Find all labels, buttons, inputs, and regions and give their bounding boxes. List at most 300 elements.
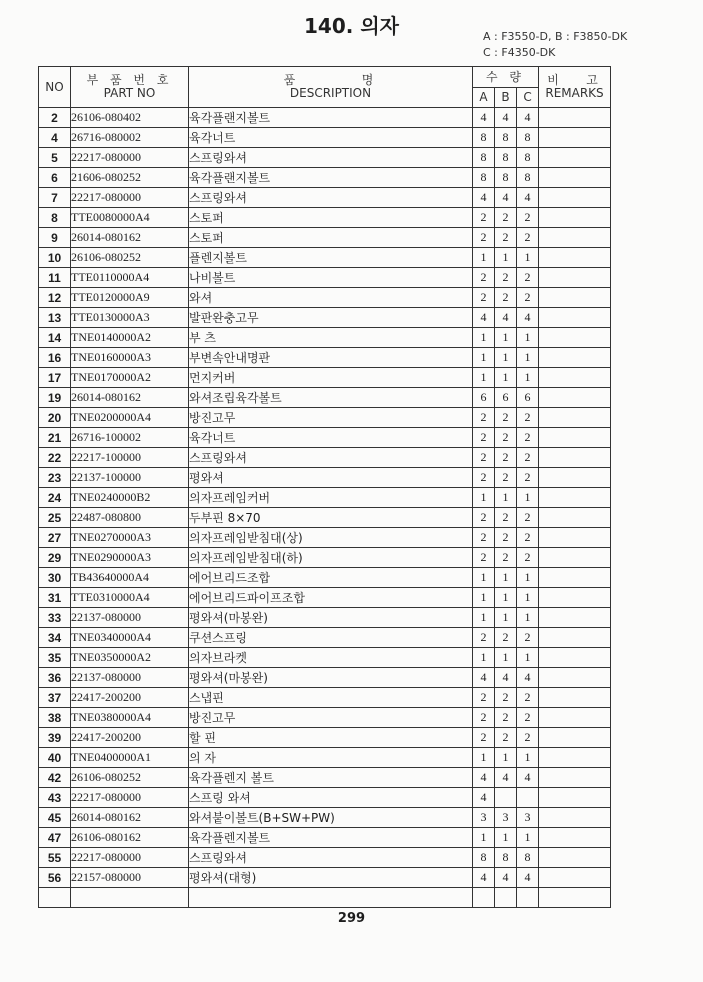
- qty-b: 4: [495, 768, 517, 788]
- description: 스토퍼: [189, 208, 473, 228]
- qty-b: 8: [495, 128, 517, 148]
- qty-a: 4: [473, 868, 495, 888]
- qty-b: 1: [495, 828, 517, 848]
- table-row: [39, 628, 611, 648]
- table-row: [39, 868, 611, 888]
- page-title: 140. 의자: [304, 14, 399, 38]
- part-number: 22157-080000: [71, 868, 189, 888]
- qty-a: 4: [473, 788, 495, 808]
- item-number: 10: [39, 248, 71, 268]
- description: 와셔: [189, 288, 473, 308]
- item-number: 56: [39, 868, 71, 888]
- remarks: [539, 308, 611, 328]
- qty-b: 3: [495, 808, 517, 828]
- qty-c: 8: [517, 848, 539, 868]
- table-row: [39, 768, 611, 788]
- item-number: 13: [39, 308, 71, 328]
- item-number: 16: [39, 348, 71, 368]
- part-number: TNE0290000A3: [71, 548, 189, 568]
- part-number: 22137-080000: [71, 668, 189, 688]
- table-row: [39, 108, 611, 128]
- qty-c: 8: [517, 148, 539, 168]
- empty-cell: [517, 888, 539, 908]
- item-number: 8: [39, 208, 71, 228]
- description: 평와셔: [189, 468, 473, 488]
- remarks: [539, 768, 611, 788]
- qty-b: 4: [495, 308, 517, 328]
- item-number: 29: [39, 548, 71, 568]
- description: 쿠션스프링: [189, 628, 473, 648]
- qty-a: 2: [473, 268, 495, 288]
- item-number: 5: [39, 148, 71, 168]
- table-row: [39, 688, 611, 708]
- qty-b: 1: [495, 348, 517, 368]
- remarks: [539, 408, 611, 428]
- description: 육각플랜지볼트: [189, 168, 473, 188]
- description: 스냅핀: [189, 688, 473, 708]
- qty-a: 8: [473, 128, 495, 148]
- description: 스프링와셔: [189, 188, 473, 208]
- table-row: [39, 588, 611, 608]
- qty-b: [495, 788, 517, 808]
- header-quantity: [473, 67, 539, 88]
- item-number: 19: [39, 388, 71, 408]
- qty-c: 1: [517, 368, 539, 388]
- description: 육각너트: [189, 128, 473, 148]
- table-row: [39, 288, 611, 308]
- item-number: 17: [39, 368, 71, 388]
- header-qty-ko: 수 량: [486, 69, 525, 84]
- table-row: [39, 788, 611, 808]
- table-row: [39, 368, 611, 388]
- qty-c: [517, 788, 539, 808]
- part-number: TNE0240000B2: [71, 488, 189, 508]
- qty-c: 2: [517, 708, 539, 728]
- qty-b: 1: [495, 368, 517, 388]
- item-number: 7: [39, 188, 71, 208]
- part-number: 26106-080252: [71, 248, 189, 268]
- qty-a: 8: [473, 848, 495, 868]
- qty-c: 1: [517, 588, 539, 608]
- part-number: TNE0140000A2: [71, 328, 189, 348]
- remarks: [539, 728, 611, 748]
- qty-c: 4: [517, 108, 539, 128]
- qty-b: 1: [495, 328, 517, 348]
- table-row: [39, 828, 611, 848]
- qty-b: 2: [495, 408, 517, 428]
- remarks: [539, 868, 611, 888]
- qty-b: 4: [495, 668, 517, 688]
- qty-b: 2: [495, 508, 517, 528]
- header-rem-ko: 비 고: [547, 73, 602, 87]
- item-number: 34: [39, 628, 71, 648]
- description: 의자브라켓: [189, 648, 473, 668]
- part-number: 21606-080252: [71, 168, 189, 188]
- part-number: 22417-200200: [71, 728, 189, 748]
- description: 플렌지볼트: [189, 248, 473, 268]
- qty-a: 2: [473, 548, 495, 568]
- header-part-ko: 부 품 번 호: [86, 73, 173, 87]
- item-number: 36: [39, 668, 71, 688]
- table-row: [39, 268, 611, 288]
- qty-c: 2: [517, 548, 539, 568]
- part-number: 22217-080000: [71, 188, 189, 208]
- description: 부변속안내명판: [189, 348, 473, 368]
- item-number: 42: [39, 768, 71, 788]
- qty-a: 2: [473, 708, 495, 728]
- description: 의자프레임받침대(상): [189, 528, 473, 548]
- qty-b: 1: [495, 748, 517, 768]
- table-row: [39, 568, 611, 588]
- part-number: 22417-200200: [71, 688, 189, 708]
- header-qty-b: B: [495, 88, 517, 108]
- empty-cell: [71, 888, 189, 908]
- qty-b: 2: [495, 448, 517, 468]
- qty-c: 1: [517, 328, 539, 348]
- qty-c: 2: [517, 468, 539, 488]
- remarks: [539, 668, 611, 688]
- qty-c: 1: [517, 248, 539, 268]
- item-number: 20: [39, 408, 71, 428]
- description: 평와셔(마봉완): [189, 668, 473, 688]
- qty-c: 2: [517, 508, 539, 528]
- description: 의 자: [189, 748, 473, 768]
- remarks: [539, 808, 611, 828]
- remarks: [539, 128, 611, 148]
- table-row: [39, 388, 611, 408]
- part-number: TNE0270000A3: [71, 528, 189, 548]
- part-number: TTE0310000A4: [71, 588, 189, 608]
- item-number: 55: [39, 848, 71, 868]
- item-number: 14: [39, 328, 71, 348]
- part-number: 26106-080402: [71, 108, 189, 128]
- qty-c: 1: [517, 828, 539, 848]
- qty-c: 1: [517, 488, 539, 508]
- part-number: 26106-080162: [71, 828, 189, 848]
- description: 평와셔(마봉완): [189, 608, 473, 628]
- part-number: 26014-080162: [71, 388, 189, 408]
- table-row: [39, 608, 611, 628]
- table-row: [39, 208, 611, 228]
- qty-a: 8: [473, 148, 495, 168]
- remarks: [539, 508, 611, 528]
- qty-b: 2: [495, 708, 517, 728]
- qty-c: 2: [517, 528, 539, 548]
- item-number: 33: [39, 608, 71, 628]
- part-number: 26014-080162: [71, 808, 189, 828]
- header-no: NO: [39, 67, 71, 108]
- remarks: [539, 148, 611, 168]
- item-number: 30: [39, 568, 71, 588]
- qty-c: 1: [517, 648, 539, 668]
- header-part-no: [71, 67, 189, 108]
- description: 스프링 와셔: [189, 788, 473, 808]
- item-number: 12: [39, 288, 71, 308]
- table-row: [39, 328, 611, 348]
- description: 육각플렌지 볼트: [189, 768, 473, 788]
- qty-c: 2: [517, 428, 539, 448]
- description: 육각플랜지볼트: [189, 108, 473, 128]
- item-number: 43: [39, 788, 71, 808]
- qty-c: 3: [517, 808, 539, 828]
- qty-b: 1: [495, 588, 517, 608]
- remarks: [539, 248, 611, 268]
- qty-b: 2: [495, 428, 517, 448]
- part-number: 26716-100002: [71, 428, 189, 448]
- qty-a: 4: [473, 308, 495, 328]
- qty-c: 2: [517, 728, 539, 748]
- description: 발판완충고무: [189, 308, 473, 328]
- remarks: [539, 708, 611, 728]
- qty-c: 2: [517, 448, 539, 468]
- qty-c: 8: [517, 168, 539, 188]
- qty-c: 2: [517, 688, 539, 708]
- remarks: [539, 748, 611, 768]
- item-number: 22: [39, 448, 71, 468]
- empty-cell: [189, 888, 473, 908]
- parts-table-body: [39, 108, 611, 908]
- qty-c: 4: [517, 308, 539, 328]
- description: 의자프레임커버: [189, 488, 473, 508]
- item-number: 2: [39, 108, 71, 128]
- part-number: 26716-080002: [71, 128, 189, 148]
- qty-b: 6: [495, 388, 517, 408]
- header-remarks: [539, 67, 611, 108]
- description: 부 츠: [189, 328, 473, 348]
- remarks: [539, 328, 611, 348]
- remarks: [539, 548, 611, 568]
- qty-b: 2: [495, 288, 517, 308]
- part-number: TTE0110000A4: [71, 268, 189, 288]
- qty-a: 1: [473, 648, 495, 668]
- empty-cell: [495, 888, 517, 908]
- remarks: [539, 608, 611, 628]
- part-number: TNE0400000A1: [71, 748, 189, 768]
- qty-c: 8: [517, 128, 539, 148]
- part-number: 22217-080000: [71, 148, 189, 168]
- part-number: TTE0080000A4: [71, 208, 189, 228]
- remarks: [539, 528, 611, 548]
- qty-b: 2: [495, 548, 517, 568]
- item-number: 40: [39, 748, 71, 768]
- header-part-en: PART NO: [103, 86, 156, 100]
- part-number: TTE0130000A3: [71, 308, 189, 328]
- qty-c: 4: [517, 768, 539, 788]
- table-row: [39, 308, 611, 328]
- header-desc-en: DESCRIPTION: [289, 86, 372, 100]
- part-number: 22217-080000: [71, 848, 189, 868]
- item-number: 27: [39, 528, 71, 548]
- table-row: [39, 528, 611, 548]
- remarks: [539, 228, 611, 248]
- item-number: 6: [39, 168, 71, 188]
- remarks: [539, 788, 611, 808]
- description: 방진고무: [189, 408, 473, 428]
- qty-c: 2: [517, 208, 539, 228]
- qty-a: 1: [473, 748, 495, 768]
- qty-b: 2: [495, 228, 517, 248]
- qty-b: 8: [495, 168, 517, 188]
- qty-b: 2: [495, 628, 517, 648]
- table-row: [39, 148, 611, 168]
- part-number: 22217-080000: [71, 788, 189, 808]
- table-row: [39, 728, 611, 748]
- empty-cell: [473, 888, 495, 908]
- qty-a: 4: [473, 108, 495, 128]
- remarks: [539, 588, 611, 608]
- qty-b: 8: [495, 148, 517, 168]
- description: 육각플렌지볼트: [189, 828, 473, 848]
- qty-a: 8: [473, 168, 495, 188]
- header-desc-ko: 품 명: [283, 73, 378, 87]
- table-row: [39, 408, 611, 428]
- qty-a: 6: [473, 388, 495, 408]
- table-row: [39, 508, 611, 528]
- empty-cell: [39, 888, 71, 908]
- table-row: [39, 748, 611, 768]
- remarks: [539, 348, 611, 368]
- part-number: TB43640000A4: [71, 568, 189, 588]
- item-number: 9: [39, 228, 71, 248]
- item-number: 11: [39, 268, 71, 288]
- item-number: 45: [39, 808, 71, 828]
- qty-a: 4: [473, 188, 495, 208]
- model-legend: [483, 29, 627, 61]
- description: 방진고무: [189, 708, 473, 728]
- qty-b: 1: [495, 648, 517, 668]
- table-row: [39, 668, 611, 688]
- header-rem-en: REMARKS: [545, 86, 604, 100]
- table-row: [39, 248, 611, 268]
- qty-a: 2: [473, 288, 495, 308]
- description: 스프링와셔: [189, 148, 473, 168]
- page-number: 299: [337, 911, 366, 926]
- remarks: [539, 648, 611, 668]
- table-row: [39, 548, 611, 568]
- qty-a: 2: [473, 448, 495, 468]
- table-row: [39, 488, 611, 508]
- remarks: [539, 268, 611, 288]
- qty-a: 2: [473, 228, 495, 248]
- part-number: 22137-100000: [71, 468, 189, 488]
- qty-c: 4: [517, 188, 539, 208]
- remarks: [539, 568, 611, 588]
- part-number: TNE0160000A3: [71, 348, 189, 368]
- remarks: [539, 208, 611, 228]
- item-number: 25: [39, 508, 71, 528]
- qty-a: 2: [473, 528, 495, 548]
- part-number: TNE0380000A4: [71, 708, 189, 728]
- table-row: [39, 848, 611, 868]
- part-number: 22217-100000: [71, 448, 189, 468]
- description: 와셔조립육각볼트: [189, 388, 473, 408]
- qty-a: 2: [473, 688, 495, 708]
- description: 두부핀 8×70: [189, 508, 473, 528]
- remarks: [539, 488, 611, 508]
- item-number: 23: [39, 468, 71, 488]
- qty-a: 2: [473, 428, 495, 448]
- remarks: [539, 848, 611, 868]
- qty-b: 2: [495, 688, 517, 708]
- qty-a: 1: [473, 488, 495, 508]
- table-row: [39, 648, 611, 668]
- qty-b: 1: [495, 488, 517, 508]
- description: 스프링와셔: [189, 448, 473, 468]
- qty-b: 8: [495, 848, 517, 868]
- table-row: [39, 468, 611, 488]
- header-qty-c: C: [517, 88, 539, 108]
- remarks: [539, 188, 611, 208]
- qty-a: 2: [473, 468, 495, 488]
- remarks: [539, 448, 611, 468]
- part-number: TNE0350000A2: [71, 648, 189, 668]
- remarks: [539, 368, 611, 388]
- table-row: [39, 168, 611, 188]
- item-number: 38: [39, 708, 71, 728]
- description: 육각너트: [189, 428, 473, 448]
- table-row: [39, 808, 611, 828]
- description: 나비볼트: [189, 268, 473, 288]
- part-number: 26014-080162: [71, 228, 189, 248]
- qty-b: 2: [495, 728, 517, 748]
- qty-c: 1: [517, 568, 539, 588]
- item-number: 47: [39, 828, 71, 848]
- description: 평와셔(대형): [189, 868, 473, 888]
- remarks: [539, 688, 611, 708]
- table-row-empty: [39, 888, 611, 908]
- table-row: [39, 348, 611, 368]
- table-row: [39, 128, 611, 148]
- qty-b: 4: [495, 868, 517, 888]
- qty-a: 1: [473, 248, 495, 268]
- qty-a: 1: [473, 328, 495, 348]
- qty-c: 2: [517, 228, 539, 248]
- table-row: [39, 448, 611, 468]
- empty-cell: [539, 888, 611, 908]
- table-row: [39, 428, 611, 448]
- qty-a: 4: [473, 668, 495, 688]
- qty-b: 4: [495, 188, 517, 208]
- qty-c: 2: [517, 628, 539, 648]
- part-number: TTE0120000A9: [71, 288, 189, 308]
- remarks: [539, 388, 611, 408]
- qty-c: 1: [517, 608, 539, 628]
- qty-b: 2: [495, 268, 517, 288]
- parts-table: [38, 66, 611, 908]
- qty-a: 2: [473, 728, 495, 748]
- part-number: 22137-080000: [71, 608, 189, 628]
- qty-c: 6: [517, 388, 539, 408]
- table-row: [39, 228, 611, 248]
- item-number: 37: [39, 688, 71, 708]
- qty-a: 1: [473, 368, 495, 388]
- part-number: 26106-080252: [71, 768, 189, 788]
- description: 스프링와셔: [189, 848, 473, 868]
- qty-b: 2: [495, 208, 517, 228]
- qty-c: 4: [517, 668, 539, 688]
- qty-c: 2: [517, 288, 539, 308]
- description: 의자프레임받침대(하): [189, 548, 473, 568]
- description: 에어브리드조합: [189, 568, 473, 588]
- qty-c: 1: [517, 748, 539, 768]
- qty-a: 1: [473, 828, 495, 848]
- qty-a: 1: [473, 608, 495, 628]
- item-number: 31: [39, 588, 71, 608]
- qty-c: 1: [517, 348, 539, 368]
- item-number: 4: [39, 128, 71, 148]
- remarks: [539, 828, 611, 848]
- qty-a: 4: [473, 768, 495, 788]
